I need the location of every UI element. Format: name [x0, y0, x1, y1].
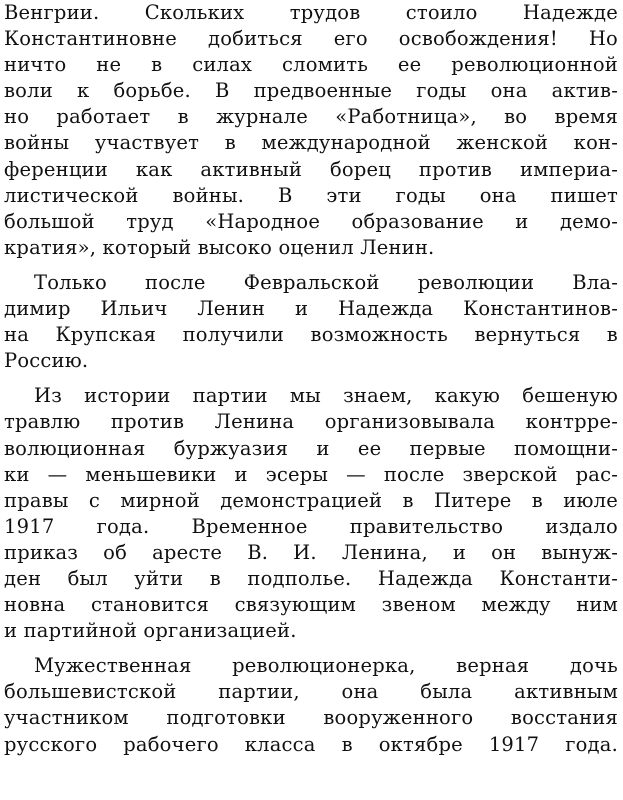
- paragraph-3: [4, 383, 618, 644]
- text-line: правы с мирной демонстрацией в Питере в июле: [4, 488, 618, 512]
- document-page: [4, 0, 618, 758]
- text-line: ничто не в силах сломить ее революционной: [4, 53, 618, 77]
- text-line: Константиновне добиться его освобождения! Но: [4, 27, 618, 51]
- text-line: и партийной организацией.: [4, 619, 297, 643]
- text-line: травлю против Ленина организовывала контрре-: [4, 410, 618, 434]
- text-line: участником подготовки вооруженного восстания: [4, 706, 618, 730]
- paragraph-gap: [4, 644, 618, 653]
- paragraph-1: [4, 0, 618, 261]
- text-line: Мужественная революционерка, верная дочь: [34, 654, 618, 678]
- text-line: ден был уйти в подполье. Надежда Константи-: [4, 566, 618, 590]
- text-line: кратия», который высоко оценил Ленин.: [4, 235, 435, 259]
- text-line: Венгрии. Скольких трудов стоило Надежде: [4, 1, 618, 24]
- paragraph-gap: [4, 374, 618, 383]
- text-line: большой труд «Народное образование и демо-: [4, 209, 618, 233]
- text-line: на Крупская получили возможность вернуться в: [4, 323, 618, 347]
- text-line: большевистской партии, она была активным: [4, 680, 618, 704]
- text-line: димир Ильич Ленин и Надежда Константинов-: [4, 297, 618, 321]
- text-line: Только после Февральской революции Вла-: [34, 270, 618, 294]
- text-line: приказ об аресте В. И. Ленина, и он вынуж-: [4, 540, 618, 564]
- paragraph-gap: [4, 261, 618, 270]
- paragraph-2: [4, 270, 618, 374]
- text-line: Из истории партии мы знаем, какую бешеную: [34, 384, 618, 408]
- text-line: ки — меньшевики и эсеры — после зверской рас-: [4, 462, 618, 486]
- text-line: волюционная буржуазия и ее первые помощни-: [4, 436, 618, 460]
- text-line: войны участвует в международной женской кон-: [4, 131, 618, 155]
- paragraph-4: [4, 653, 618, 757]
- text-line: листической войны. В эти годы она пишет: [4, 183, 618, 207]
- text-line: воли к борьбе. В предвоенные годы она актив-: [4, 79, 618, 103]
- text-line: 1917 года. Временное правительство издало: [4, 514, 618, 538]
- text-line: русского рабочего класса в октябре 1917 года.: [4, 732, 618, 756]
- text-line: ференции как активный борец против империа-: [4, 157, 618, 181]
- text-line: Россию.: [4, 349, 89, 373]
- text-line: но работает в журнале «Работница», во время: [4, 105, 618, 129]
- text-line: новна становится связующим звеном между ним: [4, 593, 618, 617]
